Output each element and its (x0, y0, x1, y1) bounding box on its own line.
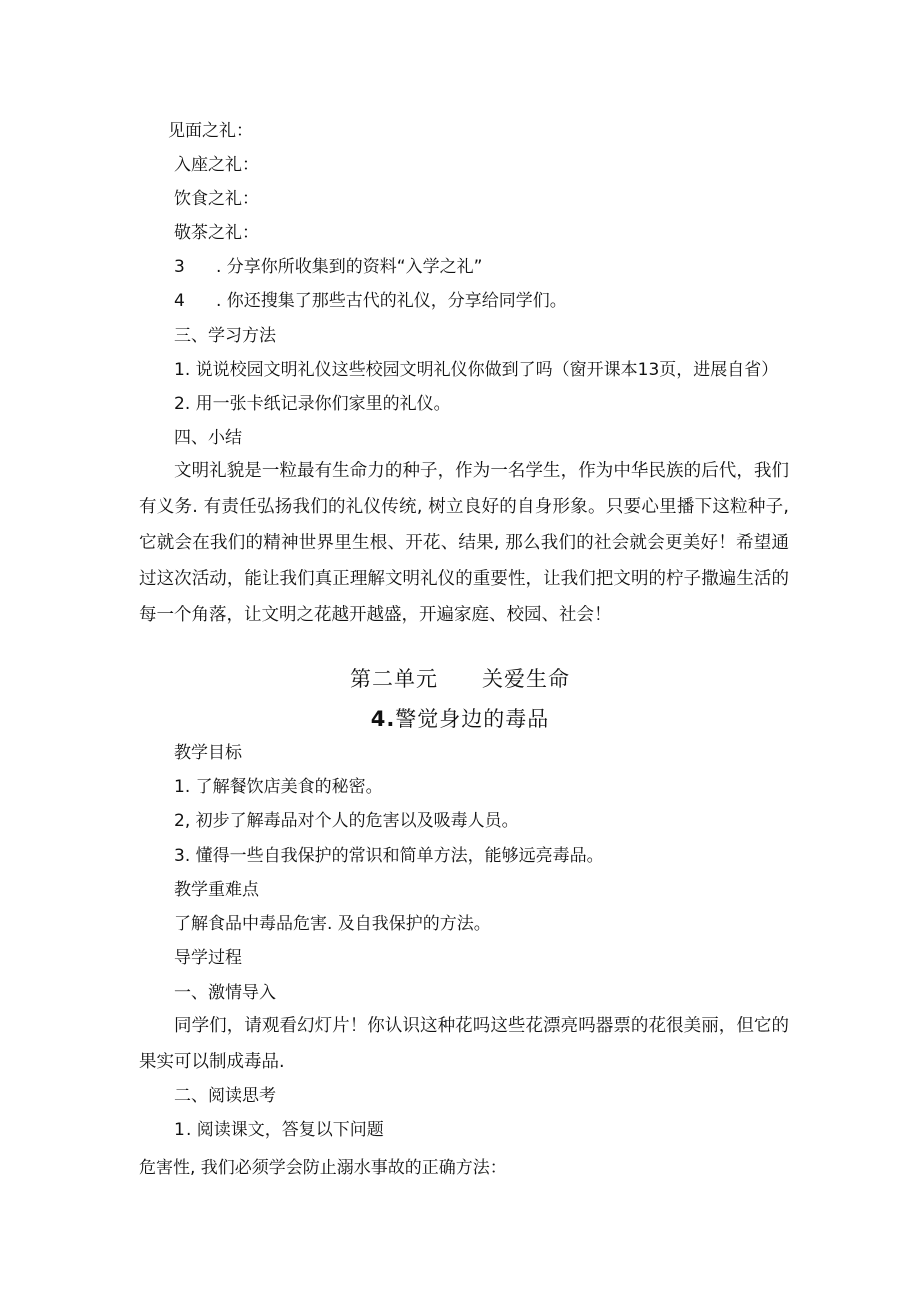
etiquette-item-meeting: 见面之礼： (168, 121, 253, 141)
step-1-title: 一、激情导入 (174, 983, 276, 1003)
item-4 (174, 290, 567, 312)
summary-paragraph: 文明礼貌是一粒最有生命力的种子，作为一名学生，作为中华民族的后代，我们有义务. 有责任弘扬我们的礼仪传统, 树立良好的自身形象。只要心里播下这粒种子, 它就会在我们的精神世界里生根、开花、结果, 那么我们的社会就会更美好！希望通过这次活动，能让我们真正理解文明礼仪的重要性，让我们把文明的柠子撒遍生活的每一个角落，让文明之花越开越盛，开遍家庭、校园、社会！ (139, 461, 789, 625)
etiquette-item-seating: 入座之礼： (174, 155, 259, 175)
step-2-title: 二、阅读思考 (174, 1086, 276, 1106)
method-2: 2. 用一张卡纸记录你们家里的礼仪。 (174, 394, 451, 414)
lesson-number: 4. (370, 707, 396, 731)
objective-2: 2, 初步了解毒品对个人的危害以及吸毒人员。 (174, 811, 519, 831)
unit-heading (0, 666, 920, 692)
objective-3: 3. 懂得一些自我保护的常识和简单方法，能够远亮毒品。 (174, 846, 604, 866)
reading-task (174, 1119, 384, 1141)
step-1-paragraph: 同学们，请观看幻灯片！你认识这种花吗这些花漂亮吗器票的花很美丽，但它的果实可以制成毒品. (139, 1016, 789, 1072)
item-4-text: . 你还搜集了那些古代的礼仪，分享给同学们。 (216, 291, 567, 311)
unit-name: 关爱生命 (482, 667, 570, 691)
item-3 (174, 256, 482, 278)
closing-line: 危害性, 我们必须学会防止溺水事故的正确方法： (139, 1158, 507, 1178)
method-1: 1. 说说校园文明礼仪这些校园文明礼仪你做到了吗（窗开课本13页，进展自省） (174, 360, 779, 380)
item-3-number: 3 (174, 257, 185, 277)
objectives-title: 教学目标 (174, 743, 242, 763)
lesson-title: 警觉身边的毒品 (395, 707, 550, 731)
unit-label: 第二单元 (350, 667, 438, 691)
section-3-title: 三、学习方法 (174, 326, 276, 346)
etiquette-item-tea: 敬茶之礼： (174, 223, 259, 243)
process-title: 导学过程 (174, 948, 242, 968)
item-4-number: 4 (174, 291, 185, 311)
lesson-heading (0, 706, 920, 732)
item-3-text: . 分享你所收集到的资料“入学之礼” (216, 257, 483, 277)
reading-task-text: . 阅读课文，答复以下问题 (186, 1120, 384, 1140)
etiquette-item-dining: 饮食之礼： (174, 189, 259, 209)
keypoints-title: 教学重难点 (174, 880, 259, 900)
section-4-title: 四、小结 (174, 428, 242, 448)
keypoints-text: 了解食品中毒品危害. 及自我保护的方法。 (174, 914, 491, 934)
reading-task-number: 1 (174, 1120, 185, 1140)
objective-1: 1. 了解餐饮店美食的秘密。 (174, 777, 383, 797)
